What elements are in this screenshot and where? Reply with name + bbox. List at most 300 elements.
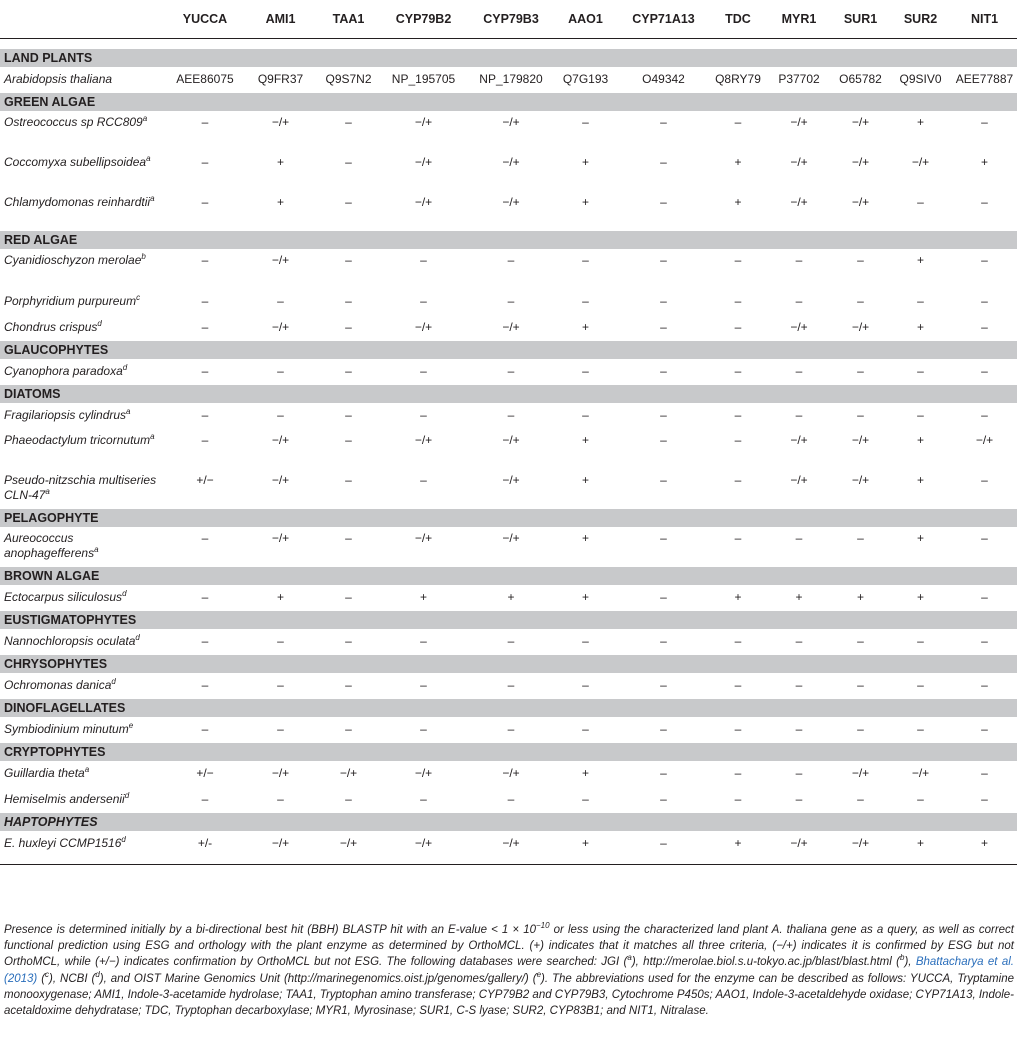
cell-sur2: –: [917, 408, 924, 422]
cell-sur1: –: [857, 408, 864, 422]
organism-name: Porphyridium purpureum$^c$: [4, 293, 141, 308]
cell-tdc: –: [734, 320, 742, 334]
cell-aao1: –: [582, 364, 589, 378]
organism-name: Ectocarpus siliculosus$^d$: [4, 589, 127, 604]
cell-cyp79b2: –: [420, 473, 427, 487]
column-header-cyp79b2: CYP79B2: [379, 0, 468, 39]
cell-taa1: –: [345, 364, 352, 378]
table-row: [0, 761, 1017, 787]
cell-tdc: –: [734, 678, 742, 692]
cell-myr1: −/+: [790, 115, 808, 129]
cell-sur2: +: [916, 590, 924, 604]
organism-name: Fragilariopsis cylindrus$^a$: [4, 407, 131, 422]
source-marker: d: [124, 791, 130, 800]
cell-aao1: –: [582, 253, 589, 267]
cell-ami1: −/+: [271, 115, 290, 129]
cell-ami1: –: [277, 294, 284, 308]
cell-yucca: –: [201, 634, 209, 648]
cell-yucca: –: [201, 294, 209, 308]
section-title: CRYPTOPHYTES: [0, 743, 1017, 761]
cell-taa1: –: [345, 634, 352, 648]
table-row: [0, 403, 1017, 429]
cell-myr1: –: [795, 722, 803, 736]
cell-sur1: −/+: [851, 320, 870, 334]
column-header-sur2: SUR2: [889, 0, 952, 39]
cell-nit1: –: [981, 408, 988, 422]
cell-ami1: −/+: [271, 531, 290, 545]
cell-sur2: –: [917, 634, 924, 648]
cell-taa1: –: [345, 722, 352, 736]
table-row: [0, 787, 1017, 813]
section-row: [0, 655, 1017, 673]
section-row: [0, 699, 1017, 717]
source-marker: a: [150, 194, 155, 203]
organism-name: Nannochloropsis oculata$^d$: [4, 633, 140, 648]
cell-tdc: –: [734, 766, 742, 780]
cell-myr1: P37702: [778, 72, 820, 86]
organism-name: Chlamydomonas reinhardtii$^a$: [4, 194, 155, 209]
cell-ami1: –: [277, 792, 284, 806]
cell-myr1: −/+: [790, 473, 808, 487]
cell-cyp71a13: –: [660, 364, 667, 378]
cell-sur1: –: [857, 634, 864, 648]
cell-cyp79b3: −/+: [502, 115, 520, 129]
cell-tdc: –: [734, 294, 742, 308]
cell-cyp79b2: −/+: [414, 531, 433, 545]
cell-sur1: −/+: [851, 433, 870, 447]
source-marker: a: [146, 154, 151, 163]
cell-cyp79b2: −/+: [414, 836, 433, 850]
cell-sur1: −/+: [851, 473, 870, 487]
cell-cyp79b3: –: [507, 408, 515, 422]
section-row: [0, 341, 1017, 359]
cell-taa1: –: [345, 294, 352, 308]
cell-nit1: –: [981, 590, 988, 604]
cell-nit1: +: [980, 836, 988, 850]
cell-sur2: –: [917, 792, 924, 806]
column-header-cyp79b3: CYP79B3: [468, 0, 554, 39]
organism-name: Symbiodinium minutum$^e$: [4, 721, 134, 736]
cell-tdc: –: [734, 253, 742, 267]
cell-cyp79b3: NP_179820: [479, 72, 543, 86]
cell-tdc: –: [734, 722, 742, 736]
cell-myr1: –: [795, 634, 803, 648]
cell-cyp79b3: –: [507, 678, 515, 692]
section-title: GLAUCOPHYTES: [0, 341, 1017, 359]
cell-tdc: +: [734, 590, 742, 604]
cell-nit1: –: [981, 253, 988, 267]
cell-nit1: –: [981, 473, 988, 487]
cell-yucca: AEE86075: [176, 72, 234, 86]
cell-cyp79b2: −/+: [414, 155, 433, 169]
section-row: [0, 231, 1017, 249]
cell-myr1: –: [795, 766, 803, 780]
cell-cyp71a13: –: [660, 766, 667, 780]
cell-sur2: Q9SIV0: [899, 72, 942, 86]
cell-taa1: –: [345, 155, 352, 169]
cell-cyp79b2: −/+: [414, 320, 433, 334]
cell-ami1: –: [277, 678, 284, 692]
cell-ami1: −/+: [271, 433, 290, 447]
column-header-sur1: SUR1: [832, 0, 889, 39]
cell-nit1: –: [981, 195, 988, 209]
cell-yucca: +/−: [196, 473, 214, 487]
table-row: [0, 191, 1017, 231]
section-title: DIATOMS: [0, 385, 1017, 403]
cell-cyp71a13: –: [660, 433, 667, 447]
cell-aao1: Q7G193: [562, 72, 609, 86]
cell-myr1: –: [795, 253, 803, 267]
cell-yucca: –: [201, 531, 209, 545]
source-marker: d: [135, 633, 140, 642]
section-title: GREEN ALGAE: [0, 93, 1017, 111]
cell-ami1: +: [276, 155, 284, 169]
organism-name: Coccomyxa subellipsoidea$^a$: [4, 154, 151, 169]
source-marker: a: [45, 487, 50, 496]
cell-yucca: –: [201, 590, 209, 604]
table-row: [0, 429, 1017, 469]
cell-taa1: –: [345, 115, 352, 129]
table-row: [0, 289, 1017, 315]
cell-yucca: –: [201, 678, 209, 692]
section-row: [0, 385, 1017, 403]
cell-nit1: –: [981, 364, 988, 378]
cell-cyp71a13: –: [660, 678, 667, 692]
cell-aao1: +: [581, 590, 589, 604]
cell-ami1: Q9FR37: [257, 72, 304, 86]
cell-tdc: +: [734, 155, 742, 169]
cell-cyp79b3: –: [507, 722, 515, 736]
cell-cyp79b3: −/+: [502, 195, 520, 209]
cell-cyp79b2: −/+: [414, 115, 433, 129]
cell-aao1: –: [582, 792, 589, 806]
cell-taa1: –: [345, 792, 352, 806]
cell-cyp79b3: −/+: [502, 155, 520, 169]
cell-myr1: –: [795, 408, 803, 422]
cell-cyp71a13: –: [660, 155, 667, 169]
cell-aao1: +: [581, 433, 589, 447]
section-row: [0, 509, 1017, 527]
cell-sur2: +: [916, 115, 924, 129]
cell-sur1: O65782: [839, 72, 882, 86]
cell-aao1: –: [582, 722, 589, 736]
cell-sur1: −/+: [851, 766, 870, 780]
organism-name: Cyanidioschyzon merolae$^b$: [4, 252, 146, 267]
column-header-tdc: TDC: [710, 0, 766, 39]
source-marker: a: [94, 545, 99, 554]
cell-cyp79b2: –: [420, 253, 427, 267]
table-row: [0, 585, 1017, 611]
cell-cyp71a13: –: [660, 473, 667, 487]
cell-taa1: Q9S7N2: [325, 72, 372, 86]
column-header-ami1: AMI1: [243, 0, 318, 39]
cell-myr1: −/+: [790, 433, 808, 447]
cell-tdc: –: [734, 408, 742, 422]
cell-nit1: −/+: [975, 433, 994, 447]
cell-nit1: –: [981, 531, 988, 545]
cell-cyp79b3: −/+: [502, 836, 520, 850]
cell-aao1: +: [581, 473, 589, 487]
cell-cyp71a13: O49342: [642, 72, 685, 86]
cell-taa1: –: [345, 408, 352, 422]
cell-yucca: –: [201, 722, 209, 736]
cell-yucca: –: [201, 792, 209, 806]
source-marker: a: [126, 407, 131, 416]
cell-nit1: –: [981, 320, 988, 334]
cell-nit1: –: [981, 678, 988, 692]
cell-sur1: −/+: [851, 836, 870, 850]
cell-cyp71a13: –: [660, 294, 667, 308]
cell-cyp79b2: –: [420, 408, 427, 422]
header-organism: [0, 0, 167, 39]
cell-sur1: –: [857, 364, 864, 378]
cell-cyp79b3: −/+: [502, 766, 520, 780]
table-row: [0, 629, 1017, 655]
cell-taa1: −/+: [339, 766, 358, 780]
cell-yucca: –: [201, 195, 209, 209]
table-footnote: Presence is determined initially by a bi-directional best hit (BBH) BLASTP hit with an E-value < $1 \times 10^{-10}$ or less using the characterized land plant A. thaliana gene as a query, as well as correct functional prediction using ESG and orthology with the plant enzyme as determined by OrthoMCL. (+) indicates that it matches all three criteria, (−/+) indicates it is confirmed by ESG but not OrthoMCL, while (+/−) indicates confirmation by OrthoMCL but not ESG. The following databases were searched: JGI ($^a$), http://merolae.biol.s.u-tokyo.ac.jp/blast/blast.html ($^b$), Bhattacharya et al. (2013) ($^c$), NCBI ($^d$), and OIST Marine Genomics Unit (http://marinegenomics.oist.jp/genomes/gallery/) ($^e$). The abbreviations used for the enzyme can be described as follows: YUCCA, Tryptamine monooxygenase; AMI1, Indole-3-acetamide hydrolase; TAA1, Tryptophan amino transferase; CYP79B2 and CYP79B3, Cytochrome P450s; AAO1, Indole-3-acetaldehyde oxidase; CYP71A13, Indole-acetaldoxime dehydratase; TDC, Tryptophan decarboxylase; MYR1, Myrosinase; SUR1, C-S lyase; SUR2, CYP83B1; and NIT1, Nitralase.: [4, 921, 1015, 1018]
cell-cyp79b2: –: [420, 364, 427, 378]
cell-ami1: −/+: [271, 473, 290, 487]
cell-yucca: –: [201, 433, 209, 447]
cell-myr1: −/+: [790, 155, 808, 169]
section-row: [0, 611, 1017, 629]
cell-taa1: –: [345, 678, 352, 692]
source-marker: d: [122, 589, 127, 598]
cell-aao1: –: [582, 678, 589, 692]
cell-cyp71a13: –: [660, 320, 667, 334]
cell-sur1: –: [857, 253, 864, 267]
source-marker: a: [84, 765, 90, 774]
cell-cyp71a13: –: [660, 253, 667, 267]
source-marker: a: [142, 114, 148, 123]
cell-tdc: –: [734, 115, 742, 129]
cell-cyp71a13: –: [660, 590, 667, 604]
source-marker: d: [97, 319, 102, 328]
table-row: [0, 527, 1017, 567]
column-header-yucca: YUCCA: [167, 0, 243, 39]
table-row: [0, 831, 1017, 857]
cell-sur1: −/+: [851, 155, 870, 169]
cell-ami1: –: [277, 634, 284, 648]
section-title: RED ALGAE: [0, 231, 1017, 249]
cell-tdc: –: [734, 792, 742, 806]
cell-cyp79b2: +: [419, 590, 427, 604]
cell-sur2: –: [917, 722, 924, 736]
column-header-nit1: NIT1: [952, 0, 1017, 39]
cell-myr1: −/+: [790, 836, 808, 850]
section-row: [0, 743, 1017, 761]
organism-name: Guillardia theta$^a$: [4, 765, 90, 780]
cell-aao1: –: [582, 634, 589, 648]
cell-sur2: −/+: [911, 155, 930, 169]
cell-nit1: +: [980, 155, 988, 169]
cell-taa1: –: [345, 433, 352, 447]
cell-tdc: –: [734, 364, 742, 378]
cell-cyp79b2: –: [420, 294, 427, 308]
table-row: [0, 673, 1017, 699]
organism-name: Cyanophora paradoxa$^d$: [4, 363, 128, 378]
cell-yucca: –: [201, 320, 209, 334]
cell-aao1: +: [581, 155, 589, 169]
organism-name: Ostreococcus sp RCC809$^a$: [4, 114, 148, 129]
cell-tdc: –: [734, 531, 742, 545]
cell-cyp79b3: −/+: [502, 531, 520, 545]
cell-myr1: –: [795, 792, 803, 806]
cell-sur2: +: [916, 433, 924, 447]
cell-tdc: –: [734, 634, 742, 648]
table-row: [0, 67, 1017, 93]
table-row: [0, 249, 1017, 289]
cell-yucca: –: [201, 115, 209, 129]
cell-myr1: +: [795, 590, 803, 604]
cell-sur2: +: [916, 473, 924, 487]
cell-sur1: –: [857, 294, 864, 308]
cell-aao1: –: [582, 408, 589, 422]
cell-cyp79b2: −/+: [414, 195, 433, 209]
cell-sur1: –: [857, 678, 864, 692]
cell-yucca: –: [201, 408, 209, 422]
section-row: [0, 93, 1017, 111]
section-row: [0, 49, 1017, 67]
cell-sur2: –: [917, 364, 924, 378]
cell-ami1: −/+: [271, 766, 290, 780]
section-title: EUSTIGMATOPHYTES: [0, 611, 1017, 629]
source-marker: d: [121, 835, 126, 844]
cell-cyp79b3: –: [507, 253, 515, 267]
organism-name: Ochromonas danica$^d$: [4, 677, 116, 692]
section-title: LAND PLANTS: [0, 49, 1017, 67]
table-row: [0, 111, 1017, 151]
cell-sur1: +: [856, 590, 864, 604]
column-header-taa1: TAA1: [318, 0, 379, 39]
cell-cyp79b3: –: [507, 792, 515, 806]
cell-sur2: +: [916, 836, 924, 850]
cell-myr1: –: [795, 364, 803, 378]
cell-nit1: –: [981, 115, 988, 129]
cell-sur2: −/+: [911, 766, 930, 780]
cell-ami1: −/+: [271, 320, 290, 334]
table-row: [0, 469, 1017, 509]
cell-nit1: –: [981, 294, 988, 308]
cell-myr1: –: [795, 678, 803, 692]
organism-name: Pseudo-nitzschia multiseries CLN-47$^a$: [4, 473, 157, 502]
cell-aao1: +: [581, 320, 589, 334]
cell-ami1: +: [276, 590, 284, 604]
cell-nit1: AEE77887: [955, 72, 1014, 86]
cell-ami1: –: [277, 722, 284, 736]
organism-name: E. huxleyi CCMP1516$^d$: [4, 835, 126, 850]
cell-nit1: –: [981, 792, 988, 806]
cell-cyp79b3: –: [507, 364, 515, 378]
table-row: [0, 315, 1017, 341]
cell-sur2: –: [917, 195, 924, 209]
cell-tdc: –: [734, 433, 742, 447]
source-marker: e: [128, 721, 134, 730]
cell-cyp79b3: –: [507, 634, 515, 648]
table-row: [0, 359, 1017, 385]
cell-cyp79b2: –: [420, 634, 427, 648]
cell-ami1: −/+: [271, 836, 290, 850]
cell-taa1: –: [345, 195, 352, 209]
cell-myr1: −/+: [790, 195, 808, 209]
cell-myr1: –: [795, 531, 803, 545]
cell-yucca: +/−: [196, 766, 214, 780]
cell-aao1: +: [581, 531, 589, 545]
section-title: HAPTOPHYTES: [0, 813, 1017, 831]
cell-sur1: –: [857, 531, 864, 545]
cell-aao1: +: [581, 836, 589, 850]
cell-myr1: –: [795, 294, 803, 308]
cell-tdc: +: [734, 195, 742, 209]
cell-aao1: –: [582, 115, 589, 129]
organism-name: Hemiselmis andersenii$^d$: [4, 791, 130, 806]
cell-cyp71a13: –: [660, 195, 667, 209]
cell-cyp71a13: –: [660, 531, 667, 545]
header-row: [0, 0, 1017, 39]
organism-name: Chondrus crispus$^d$: [4, 319, 102, 334]
cell-cyp71a13: –: [660, 115, 667, 129]
cell-sur1: –: [857, 792, 864, 806]
source-marker: d: [111, 677, 116, 686]
cell-yucca: –: [201, 364, 209, 378]
cell-tdc: Q8RY79: [715, 72, 761, 86]
table-row: [0, 717, 1017, 743]
cell-taa1: −/+: [339, 836, 358, 850]
cell-cyp71a13: –: [660, 408, 667, 422]
column-header-aao1: AAO1: [554, 0, 617, 39]
cell-nit1: –: [981, 634, 988, 648]
cell-cyp79b2: –: [420, 792, 427, 806]
citation-link[interactable]: Bhattacharya et al. (2013): [4, 956, 1014, 985]
table-body: [0, 49, 1017, 865]
cell-sur2: +: [916, 253, 924, 267]
cell-taa1: –: [345, 253, 352, 267]
cell-cyp79b3: –: [507, 294, 515, 308]
cell-aao1: –: [582, 294, 589, 308]
cell-cyp71a13: –: [660, 792, 667, 806]
cell-sur1: −/+: [851, 195, 870, 209]
cell-sur2: +: [916, 320, 924, 334]
section-title: BROWN ALGAE: [0, 567, 1017, 585]
cell-nit1: –: [981, 766, 988, 780]
source-marker: b: [141, 252, 146, 261]
cell-yucca: –: [201, 155, 209, 169]
cell-cyp79b2: −/+: [414, 433, 433, 447]
cell-taa1: –: [345, 590, 352, 604]
cell-cyp71a13: –: [660, 722, 667, 736]
cell-sur2: –: [917, 678, 924, 692]
source-marker: d: [122, 363, 128, 372]
cell-taa1: –: [345, 320, 352, 334]
cell-cyp71a13: –: [660, 634, 667, 648]
cell-nit1: –: [981, 722, 988, 736]
cell-ami1: −/+: [271, 253, 290, 267]
cell-ami1: –: [277, 408, 284, 422]
cell-aao1: +: [581, 195, 589, 209]
table-row: [0, 151, 1017, 191]
cell-aao1: +: [581, 766, 589, 780]
cell-myr1: −/+: [790, 320, 808, 334]
section-row: [0, 567, 1017, 585]
cell-cyp79b3: −/+: [502, 473, 520, 487]
cell-cyp79b2: −/+: [414, 766, 433, 780]
column-header-cyp71a13: CYP71A13: [617, 0, 710, 39]
cell-cyp79b3: +: [507, 590, 515, 604]
cell-cyp79b2: –: [420, 678, 427, 692]
cell-cyp79b3: −/+: [502, 320, 520, 334]
organism-name: Phaeodactylum tricornutum$^a$: [4, 432, 155, 447]
